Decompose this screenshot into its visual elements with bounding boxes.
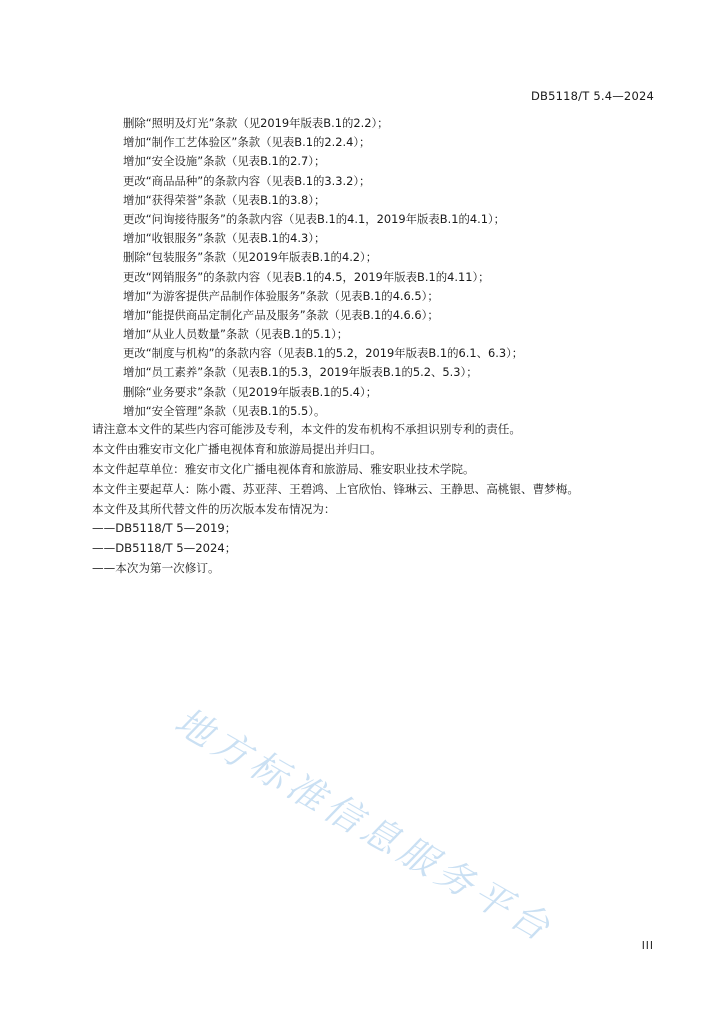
version-history-item: ——DB5118/T 5—2019； <box>92 521 237 536</box>
change-item: 更改“问询接待服务”的条款内容（见表B.1的4.1，2019年版表B.1的4.1）； <box>123 211 506 226</box>
change-item: 增加“员工素养”条款（见表B.1的5.3，2019年版表B.1的5.2、5.3）； <box>123 365 478 380</box>
change-item: 增加“为游客提供产品制作体验服务”条款（见表B.1的4.6.5）； <box>123 288 439 303</box>
patent-notice: 请注意本文件的某些内容可能涉及专利，本文件的发布机构不承担识别专利的责任。 <box>92 422 521 436</box>
change-item: 增加“能提供商品定制化产品及服务”条款（见表B.1的4.6.6）； <box>123 307 439 322</box>
change-item: 增加“获得荣誉”条款（见表B.1的3.8）； <box>123 192 326 207</box>
revision-note: ——本次为第一次修订。 <box>92 561 220 576</box>
change-item: 增加“从业人员数量”条款（见表B.1的5.1）； <box>123 327 349 342</box>
page-number: III <box>641 940 654 952</box>
drafters: 本文件主要起草人：陈小霞、苏亚萍、王碧鸿、上官欣怡、锋琳云、王静思、高桃银、曹梦梅。 <box>92 481 579 496</box>
change-item: 增加“制作工艺体验区”条款（见表B.1的2.2.4）； <box>123 135 371 150</box>
version-history-intro: 本文件及其所代替文件的历次版本发布情况为： <box>92 501 336 516</box>
watermark-text: 地方标准信息服务平台 <box>167 699 562 952</box>
change-item: 删除“业务要求”条款（见2019年版表B.1的5.4）； <box>123 384 378 399</box>
change-item: 更改“制度与机构”的条款内容（见表B.1的5.2，2019年版表B.1的6.1、6.3）； <box>123 346 524 361</box>
change-item: 增加“安全管理”条款（见表B.1的5.5）。 <box>123 403 326 418</box>
proposer-statement: 本文件由雅安市文化广播电视体育和旅游局提出并归口。 <box>92 441 382 456</box>
change-item: 删除“包装服务”条款（见2019年版表B.1的4.2）； <box>123 250 378 265</box>
header-standard-code: DB5118/T 5.4—2024 <box>530 89 654 103</box>
change-item: 增加“收银服务”条款（见表B.1的4.3）； <box>123 231 326 246</box>
change-item: 更改“商品品种”的条款内容（见表B.1的3.3.2）； <box>123 173 371 188</box>
change-list <box>123 114 523 421</box>
version-history-item: ——DB5118/T 5—2024； <box>92 541 237 556</box>
body-text <box>92 420 579 579</box>
change-item: 更改“网销服务”的条款内容（见表B.1的4.5，2019年版表B.1的4.11）； <box>123 269 490 284</box>
change-item: 删除“照明及灯光”条款（见2019年版表B.1的2.2）； <box>123 116 389 130</box>
drafting-units: 本文件起草单位：雅安市文化广播电视体育和旅游局、雅安职业技术学院。 <box>92 461 475 476</box>
change-item: 增加“安全设施”条款（见表B.1的2.7）； <box>123 154 326 169</box>
